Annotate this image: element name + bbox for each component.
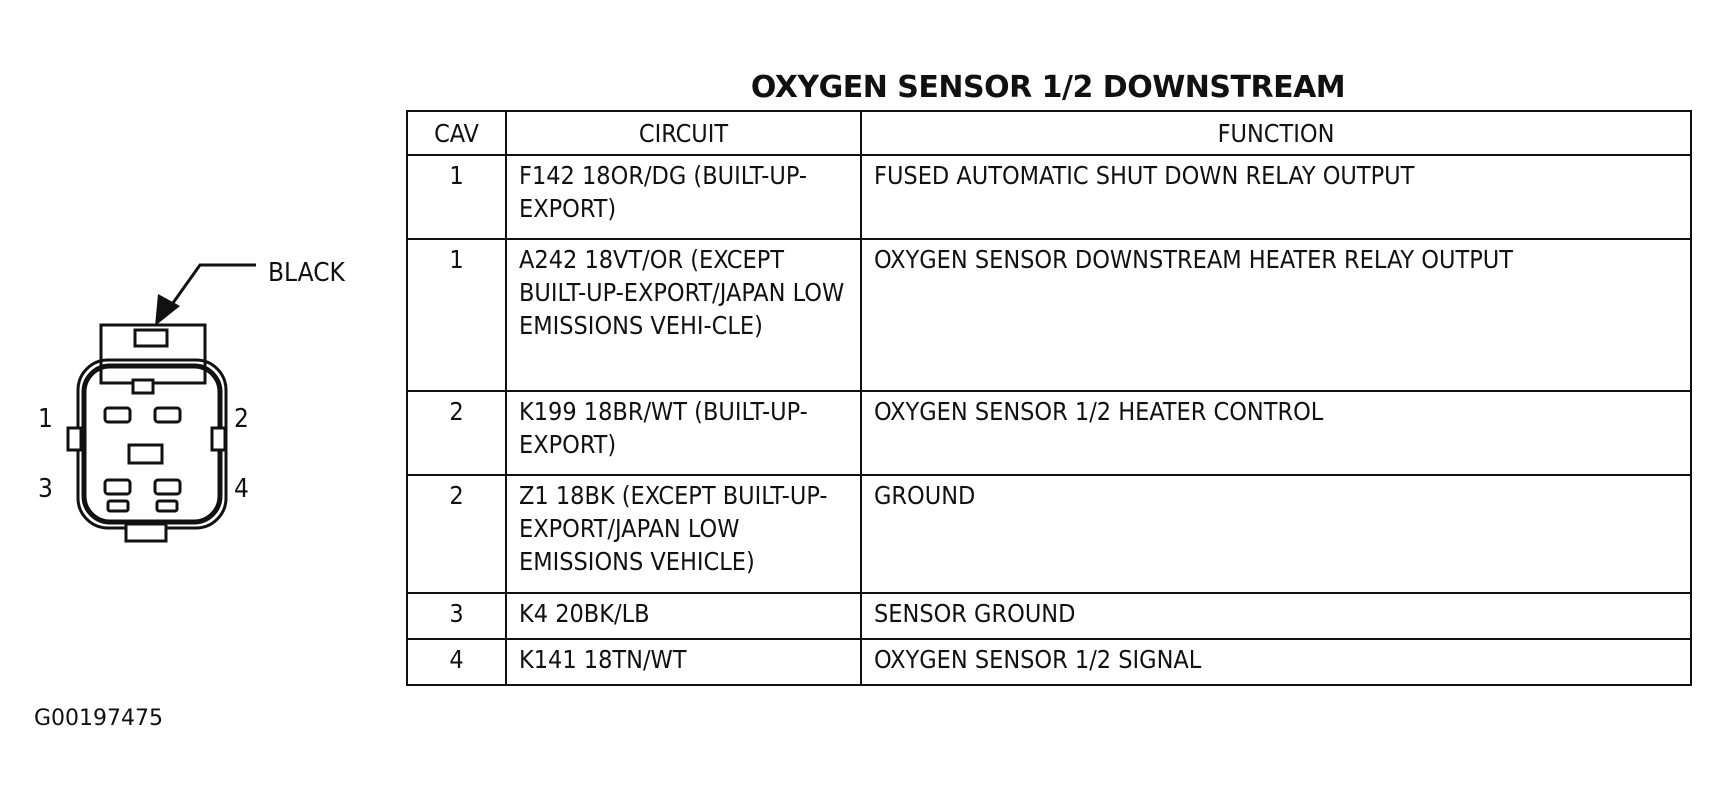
table-row [407,391,1691,475]
cavity-3-slot [105,480,130,494]
connector-bottom-key [126,524,166,541]
cell-cav: 4 [407,639,506,685]
cell-circuit: Z1 18BK (EXCEPT BUILT-UP-EXPORT/JAPAN LOW EMISSIONS VEHICLE) [506,475,861,593]
cell-circuit: K4 20BK/LB [506,593,861,639]
cell-cav: 2 [407,475,506,593]
pinout-table [406,110,1692,686]
cell-circuit: A242 18VT/OR (EXCEPT BUILT-UP-EXPORT/JAPAN LOW EMISSIONS VEHI-CLE) [506,239,861,391]
cavity-label-3: 3 [38,474,53,504]
table-row [407,639,1691,685]
cell-function: FUSED AUTOMATIC SHUT DOWN RELAY OUTPUT [861,155,1691,239]
table-title: OXYGEN SENSOR 1/2 DOWNSTREAM [750,70,1346,105]
cell-function: SENSOR GROUND [861,593,1691,639]
header-circuit: CIRCUIT [506,111,861,155]
leader-line [168,265,256,310]
connector-ear-left [68,428,81,450]
cell-function: OXYGEN SENSOR DOWNSTREAM HEATER RELAY OUTPUT [861,239,1691,391]
table-row [407,475,1691,593]
cell-function: OXYGEN SENSOR 1/2 HEATER CONTROL [861,391,1691,475]
color-label: BLACK [268,258,345,288]
cavity-label-4: 4 [234,474,249,504]
cell-cav: 1 [407,239,506,391]
cell-function: GROUND [861,475,1691,593]
cell-circuit: F142 18OR/DG (BUILT-UP-EXPORT) [506,155,861,239]
table-row [407,593,1691,639]
header-cav: CAV [407,111,506,155]
cell-cav: 2 [407,391,506,475]
cavity-1-slot [105,408,130,422]
lower-slot-right [157,501,177,511]
cell-cav: 3 [407,593,506,639]
connector-diagram [0,0,360,560]
connector-latch [101,325,205,383]
cavity-label-2: 2 [234,404,249,434]
latch-tab [135,330,167,346]
table-row [407,155,1691,239]
cell-cav: 1 [407,155,506,239]
cavity-2-slot [155,408,180,422]
connector-ear-right [212,428,225,450]
table-header-row [407,111,1691,155]
connector-keyway [133,380,153,393]
cell-function: OXYGEN SENSOR 1/2 SIGNAL [861,639,1691,685]
center-slot [129,445,162,463]
lower-slot-left [108,501,128,511]
cell-circuit: K199 18BR/WT (BUILT-UP-EXPORT) [506,391,861,475]
cavity-4-slot [155,480,180,494]
cell-circuit: K141 18TN/WT [506,639,861,685]
table-row [407,239,1691,391]
cavity-label-1: 1 [38,404,53,434]
figure-id: G00197475 [34,706,164,731]
header-function: FUNCTION [861,111,1691,155]
